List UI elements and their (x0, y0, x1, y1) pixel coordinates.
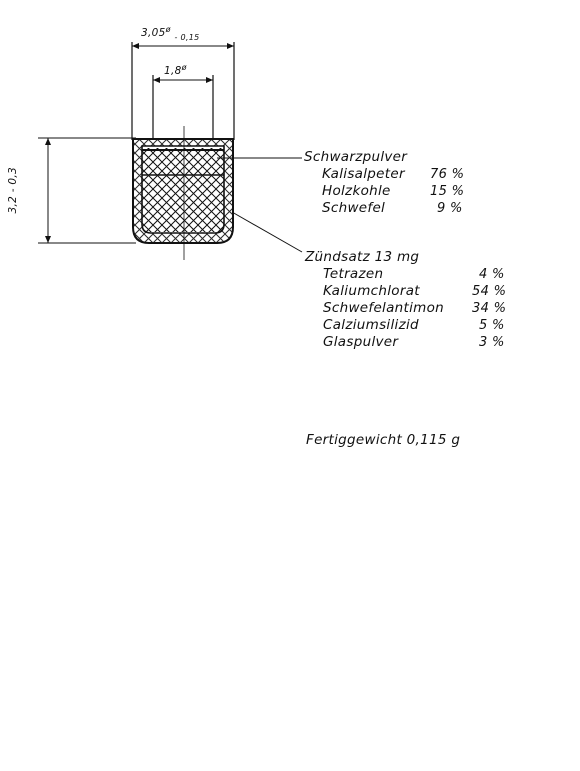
zuendsatz-item-percent: 3 % (479, 335, 505, 350)
zuendsatz-item-percent: 5 % (479, 318, 505, 333)
schwarzpulver-item-percent: 9 % (437, 201, 463, 216)
inner-diameter-label (164, 64, 187, 77)
outer-diameter-value: 3,05 (141, 27, 166, 39)
schwarzpulver-item-name: Kalisalpeter (322, 166, 405, 182)
height-dimension (38, 138, 136, 243)
zuendsatz-item-percent: 54 % (472, 284, 507, 299)
height-value: 3,2 - 0,3 (7, 166, 20, 214)
zuendsatz-item-name: Schwefelantimon (323, 300, 445, 316)
schwarzpulver-item-percent: 15 % (430, 184, 465, 199)
zuendsatz-item-percent: 4 % (479, 267, 505, 282)
zuendsatz-title: Zündsatz 13 mg (305, 249, 420, 265)
zuendsatz-item-name: Calziumsilizid (323, 317, 419, 333)
zuendsatz-item-name: Tetrazen (323, 266, 384, 282)
zuendsatz-leader (232, 212, 302, 252)
schwarzpulver-item-name: Holzkohle (322, 183, 391, 199)
zuendsatz-item-percent: 34 % (472, 301, 507, 316)
schwarzpulver-title: Schwarzpulver (304, 149, 408, 165)
inner-diameter-dimension (153, 75, 213, 140)
outer-diameter-dimension (132, 42, 234, 140)
zuendsatz-item-name: Kaliumchlorat (323, 283, 420, 299)
inner-diameter-value: 1,8 (164, 65, 182, 77)
primer-cap (133, 139, 233, 243)
height-label (8, 167, 19, 214)
outer-diameter-label (141, 26, 199, 42)
diameter-symbol-icon: ø (165, 25, 171, 34)
diameter-symbol-icon: ø (181, 63, 187, 72)
schwarzpulver-item-name: Schwefel (322, 200, 386, 216)
outer-tolerance: - 0,15 (174, 33, 200, 42)
total-weight: Fertiggewicht 0,115 g (306, 432, 461, 448)
zuendsatz-item-name: Glaspulver (323, 334, 399, 350)
schwarzpulver-item-percent: 76 % (430, 167, 465, 182)
